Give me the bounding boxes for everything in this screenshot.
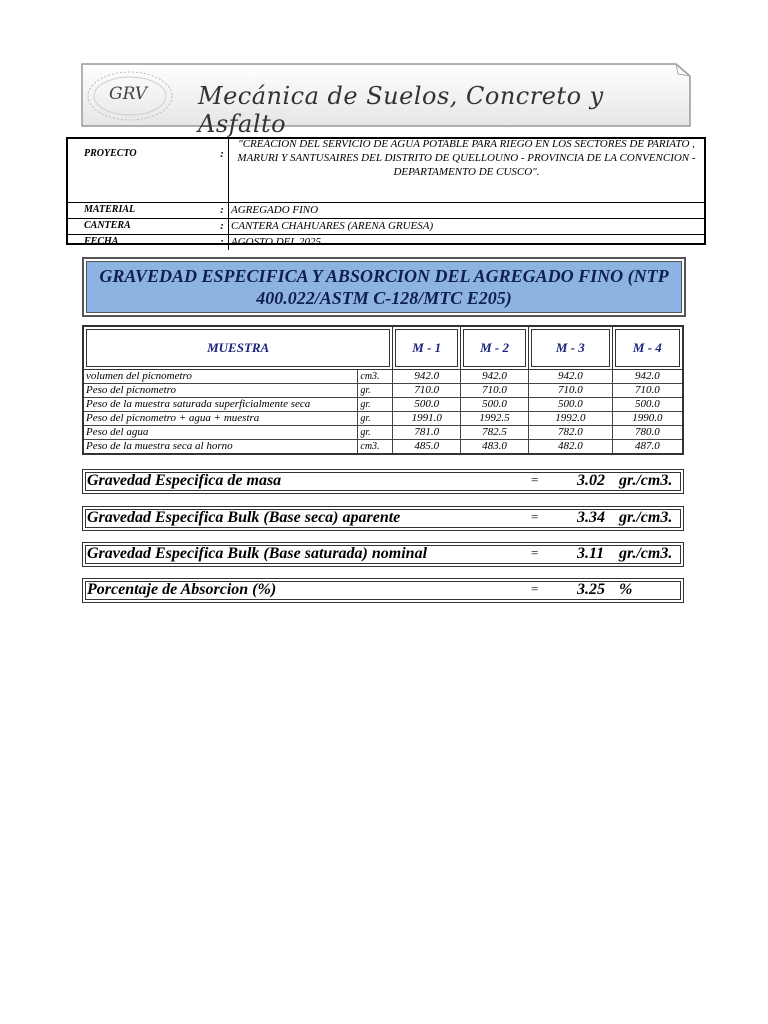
cell-value: 942.0 [528,370,612,384]
header-m2: M - 2 [461,326,529,370]
equals-sign: = [531,509,539,524]
row-label: Peso del picnometro [83,384,358,398]
result-value: 3.11 [577,545,605,562]
cell-value: 1991.0 [393,412,461,426]
result-value: 3.34 [577,509,605,526]
cantera-value: CANTERA CHAHUARES (ARENA GRUESA) [229,219,705,235]
cell-value: 500.0 [393,398,461,412]
cantera-label: CANTERA [84,220,131,231]
colon: : [220,204,224,216]
result-unit: gr./cm3. [619,472,673,489]
result-unit: gr./cm3. [619,509,673,526]
cell-value: 1992.5 [461,412,529,426]
cell-value: 780.0 [612,426,683,440]
row-unit: cm3. [358,370,393,384]
row-unit: gr. [358,426,393,440]
colon: : [220,148,224,160]
fecha-label: FECHA [84,236,119,247]
cell-value: 710.0 [393,384,461,398]
result-gravedad-masa [82,469,684,494]
cell-value: 500.0 [612,398,683,412]
result-value: 3.25 [577,581,605,598]
cell-value: 482.0 [528,440,612,455]
cell-value: 782.0 [528,426,612,440]
material-value: AGREGADO FINO [229,203,705,219]
cell-value: 483.0 [461,440,529,455]
fecha-value: AGOSTO DEL 2025 [229,235,705,251]
result-unit: % [619,581,633,598]
result-label: Gravedad Especifica Bulk (Base saturada) nominal [87,545,428,562]
result-absorcion [82,578,684,603]
row-unit: gr. [358,412,393,426]
equals-sign: = [531,545,539,560]
row-unit: gr. [358,398,393,412]
colon: : [220,220,224,232]
cell-value: 485.0 [393,440,461,455]
header-muestra: MUESTRA [83,326,393,370]
result-bulk-seca [82,506,684,531]
result-value: 3.02 [577,472,605,489]
cell-value: 710.0 [461,384,529,398]
result-bulk-saturada [82,542,684,567]
result-unit: gr./cm3. [619,545,673,562]
material-label: MATERIAL [84,204,136,215]
table-row [83,440,683,455]
proyecto-label: PROYECTO [84,148,137,159]
equals-sign: = [531,472,539,487]
row-label: Peso de la muestra saturada superficialmente seca [83,398,358,412]
cell-value: 500.0 [528,398,612,412]
row-label: Peso del picnometro + agua + muestra [83,412,358,426]
table-row [83,370,683,384]
result-label: Porcentaje de Absorcion (%) [87,581,277,598]
row-label: Peso del agua [83,426,358,440]
banner-title: Mecánica de Suelos, Concreto y Asfalto [198,82,604,138]
result-label: Gravedad Especifica Bulk (Base seca) aparente [87,509,401,526]
project-info-table [66,137,704,250]
table-row [83,426,683,440]
table-row [83,412,683,426]
cell-value: 942.0 [461,370,529,384]
row-unit: cm3. [358,440,393,455]
cell-value: 710.0 [528,384,612,398]
cell-value: 781.0 [393,426,461,440]
table-row [83,384,683,398]
equals-sign: = [531,581,539,596]
cell-value: 487.0 [612,440,683,455]
header-m1: M - 1 [393,326,461,370]
cell-value: 782.5 [461,426,529,440]
row-label: volumen del picnometro [83,370,358,384]
cell-value: 710.0 [612,384,683,398]
header-m3: M - 3 [528,326,612,370]
cell-value: 942.0 [612,370,683,384]
cell-value: 942.0 [393,370,461,384]
header-banner [78,60,692,138]
page-title: GRAVEDAD ESPECIFICA Y ABSORCION DEL AGREGADO FINO (NTP 400.022/ASTM C-128/MTC E205) [82,257,686,317]
row-label: Peso de la muestra seca al horno [83,440,358,455]
cell-value: 1990.0 [612,412,683,426]
colon: : [220,236,224,248]
proyecto-value: "CREACION DEL SERVICIO DE AGUA POTABLE PARA RIEGO EN LOS SECTORES DE PARIATO , MARURI Y SANTUSAIRES DEL DISTRITO DE QUELLOUNO - PROVINCIA DE LA CONVENCION - DEPARTAMENTO DE CUSCO". [229,137,705,203]
cell-value: 1992.0 [528,412,612,426]
table-row [83,398,683,412]
row-unit: gr. [358,384,393,398]
result-label: Gravedad Especifica de masa [87,472,282,489]
cell-value: 500.0 [461,398,529,412]
sample-table [82,325,684,455]
company-logo: GRV [109,84,148,104]
header-m4: M - 4 [612,326,683,370]
